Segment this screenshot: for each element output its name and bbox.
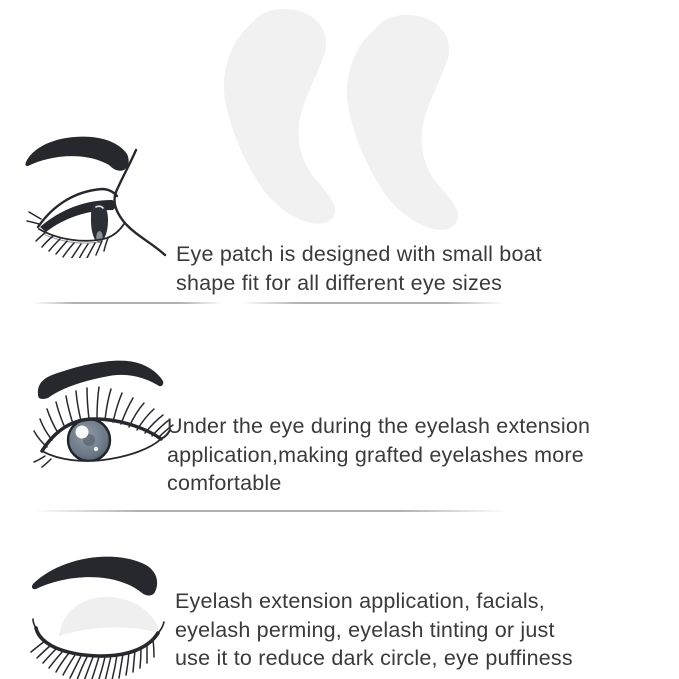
caption-line: application,making grafted eyelashes more <box>167 442 584 467</box>
caption-line: use it to reduce dark circle, eye puffiness <box>175 646 573 670</box>
caption-line: eyelash perming, eyelash tinting or just <box>175 617 555 642</box>
divider <box>242 302 504 304</box>
caption-line: comfortable <box>167 471 282 495</box>
eye-gel-patches-icon <box>205 8 490 236</box>
open-eye-icon <box>15 356 175 484</box>
caption-line: shape fit for all different eye sizes <box>176 270 503 295</box>
caption-line: Under the eye during the eyelash extension <box>167 414 591 438</box>
caption-line: Eye patch is designed with small boat <box>176 242 542 266</box>
divider <box>33 510 507 512</box>
divider <box>33 302 222 304</box>
caption-under-eye <box>167 412 590 498</box>
side-view-eye-icon <box>12 132 177 258</box>
caption-boat-shape <box>176 240 542 297</box>
closed-eye-icon <box>15 546 175 679</box>
caption-line: Eyelash extension application, facials, <box>175 589 545 613</box>
left-eye-patch <box>224 9 335 224</box>
iris <box>68 419 110 461</box>
caption-uses <box>175 587 573 673</box>
right-eye-patch <box>347 15 458 230</box>
